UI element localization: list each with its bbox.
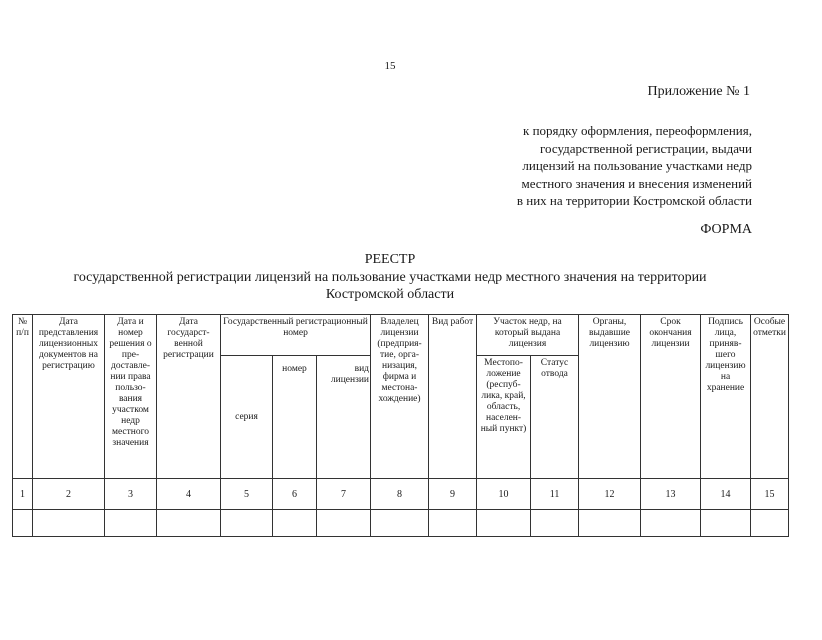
- column-number: 12: [579, 479, 641, 510]
- header-special-notes: Особые отметки: [751, 315, 789, 479]
- table-cell: [221, 510, 273, 537]
- column-number: 10: [477, 479, 531, 510]
- table-cell: [371, 510, 429, 537]
- header-series: серия: [221, 356, 273, 479]
- table-cell: [531, 510, 579, 537]
- column-number: 13: [641, 479, 701, 510]
- column-number: 6: [273, 479, 317, 510]
- header-expiry-date: Срок окончания лицензии: [641, 315, 701, 479]
- table-cell: [13, 510, 33, 537]
- registry-table: [12, 314, 789, 537]
- header-work-type: Вид работ: [429, 315, 477, 479]
- header-subsoil-plot-group: Участок недр, на который выдана лицензия: [477, 315, 579, 356]
- header-allotment-status: Статус отвода: [531, 356, 579, 479]
- header-number: № п/п: [13, 315, 33, 479]
- column-number: 4: [157, 479, 221, 510]
- column-number: 8: [371, 479, 429, 510]
- appendix-subtitle-line: местного значения и внесения изменений: [521, 175, 752, 191]
- appendix-subtitle-line: в них на территории Костромской области: [516, 193, 752, 208]
- table-header-row: [13, 315, 789, 356]
- header-submission-date: Дата представления лицензионных документов на регистрацию: [33, 315, 105, 479]
- header-registration-date: Дата государст-венной регистрации: [157, 315, 221, 479]
- table-cell: [273, 510, 317, 537]
- header-registration-number-group: Государственный регистрационный номер: [221, 315, 371, 356]
- table-cell: [477, 510, 531, 537]
- appendix-subtitle-line: лицензий на пользование участками недр: [522, 158, 752, 173]
- table-cell: [751, 510, 789, 537]
- column-number: 1: [13, 479, 33, 510]
- column-number: 5: [221, 479, 273, 510]
- appendix-subtitle: [470, 122, 752, 210]
- header-license-owner: Владелец лицензии (предприя-тие, орга-низация, фирма и местона-хождение): [371, 315, 429, 479]
- registry-subtitle-line: государственной регистрации лицензий на пользование участками недр местного значения на территории: [73, 270, 707, 285]
- table-cell: [429, 510, 477, 537]
- column-number: 9: [429, 479, 477, 510]
- appendix-subtitle-line: к порядку оформления, переоформления,: [523, 123, 752, 138]
- column-number: 7: [317, 479, 371, 510]
- header-issuing-authority: Органы, выдавшие лицензию: [579, 315, 641, 479]
- column-number: 11: [531, 479, 579, 510]
- table-cell: [701, 510, 751, 537]
- registry-title: РЕЕСТР: [364, 252, 416, 267]
- page-number: 15: [384, 60, 396, 72]
- appendix-title: Приложение № 1: [647, 84, 750, 99]
- form-label: ФОРМА: [700, 222, 752, 237]
- table-cell: [317, 510, 371, 537]
- column-number: 2: [33, 479, 105, 510]
- header-reg-number: номер: [273, 356, 317, 479]
- table-cell: [641, 510, 701, 537]
- column-numbers-row: [13, 479, 789, 510]
- table-cell: [157, 510, 221, 537]
- table-cell: [33, 510, 105, 537]
- header-custodian-signature: Подпись лица, приняв-шего лицензию на хранение: [701, 315, 751, 479]
- header-decision-date-number: Дата и номер решения о пре-доставле-нии права пользо-вания участком недр местного значения: [105, 315, 157, 479]
- registry-subtitle: [30, 269, 750, 303]
- appendix-subtitle-line: государственной регистрации, выдачи: [540, 140, 752, 156]
- table-cell: [105, 510, 157, 537]
- table-cell: [579, 510, 641, 537]
- registry-subtitle-line: Костромской области: [325, 287, 455, 302]
- column-number: 3: [105, 479, 157, 510]
- column-number: 14: [701, 479, 751, 510]
- header-license-type: вид лицензии: [317, 356, 371, 479]
- column-number: 15: [751, 479, 789, 510]
- header-location: Местопо-ложение (респуб-лика, край, область, населен-ный пункт): [477, 356, 531, 479]
- table-row: [13, 510, 789, 537]
